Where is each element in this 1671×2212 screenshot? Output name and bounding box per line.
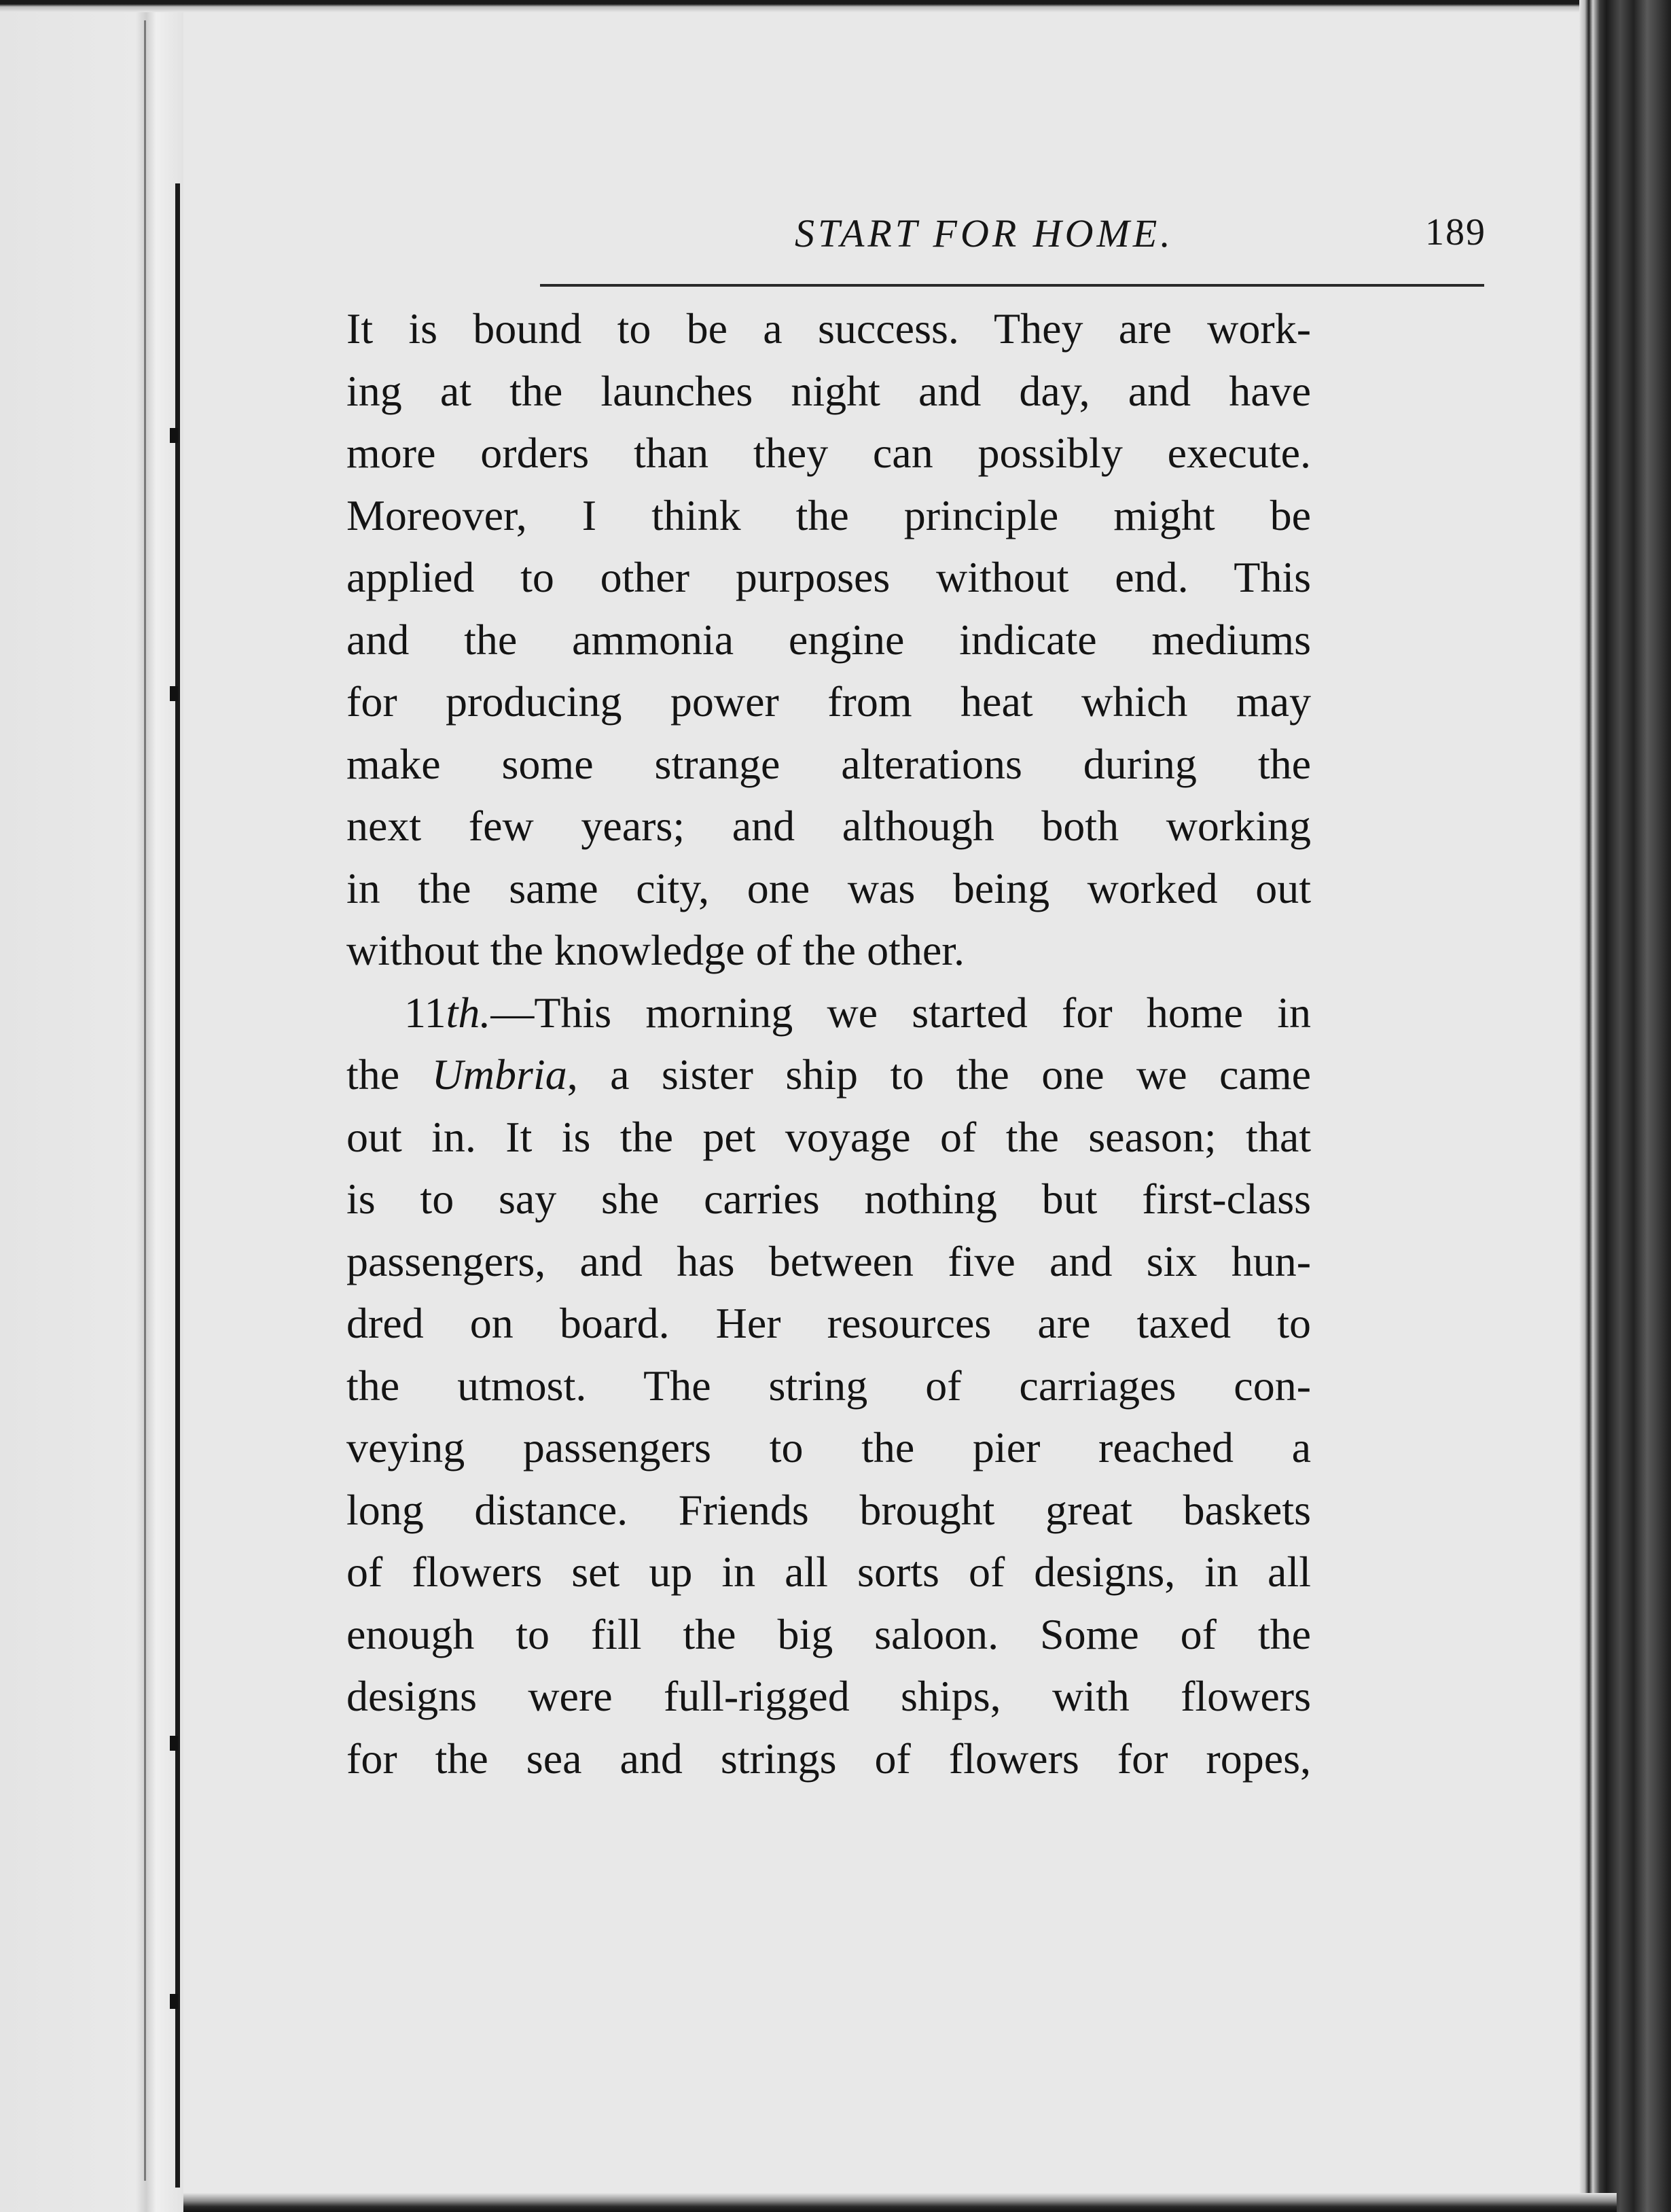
paragraph-2 [346,982,1311,1790]
binding-mark [170,428,178,443]
body-text [346,298,1311,1789]
running-head-title: START FOR HOME. [795,211,1174,255]
text-line: designs were full-rigged ships, with flowers [346,1672,1311,1720]
text-line-ship [346,1043,1311,1106]
text-line: long distance. Friends brought great baskets [346,1485,1311,1534]
text-line: and the ammonia engine indicate mediums [346,615,1311,664]
text-line: next few years; and although both working [346,802,1311,850]
text-fragment: —This morning we started for home in [490,988,1311,1037]
text-line: more orders than they can possibly execute. [346,429,1311,477]
ship-name: Umbria [431,1050,567,1099]
binding-mark [170,1736,178,1751]
text-line: the utmost. The string of carriages con- [346,1361,1311,1410]
text-line: is to say she carries nothing but first-class [346,1175,1311,1223]
paragraph-1 [346,298,1311,982]
page-number: 189 [1425,211,1486,253]
bottom-edge [183,2193,1617,2212]
text-line: of flowers set up in all sorts of designs, in all [346,1548,1311,1596]
left-gutter [0,0,183,2212]
text-line: out in. It is the pet voyage of the season; that [346,1112,1311,1161]
text-line: veying passengers to the pier reached a [346,1423,1311,1471]
right-binding-edge [1579,0,1671,2212]
text-line: dred on board. Her resources are taxed to [346,1299,1311,1347]
binding-mark [170,1994,178,2009]
date-suffix: th. [446,988,491,1037]
text-line-dated [346,982,1311,1044]
text-line: ing at the launches night and day, and have [346,366,1311,415]
left-page-fold [144,20,146,2181]
text-fragment: , a sister ship to the one we came [567,1050,1312,1099]
text-line: for producing power from heat which may [346,677,1311,726]
text-fragment: the [346,1050,432,1099]
top-edge [0,0,1671,12]
text-line: without the knowledge of the other. [346,926,965,974]
left-page-edge [175,183,180,2188]
date-number: 11 [404,988,446,1037]
text-line: passengers, and has between five and six hun- [346,1236,1311,1285]
text-line: for the sea and strings of flowers for ropes, [346,1734,1311,1783]
text-line: enough to fill the big saloon. Some of the [346,1609,1311,1658]
text-line: make some strange alterations during the [346,739,1311,788]
text-line: It is bound to be a success. They are work- [346,304,1311,353]
text-line: Moreover, I think the principle might be [346,490,1311,539]
text-line: applied to other purposes without end. This [346,553,1311,601]
header-rule [540,284,1484,287]
text-line: in the same city, one was being worked out [346,863,1311,912]
binding-mark [170,686,178,701]
page [183,12,1579,2193]
